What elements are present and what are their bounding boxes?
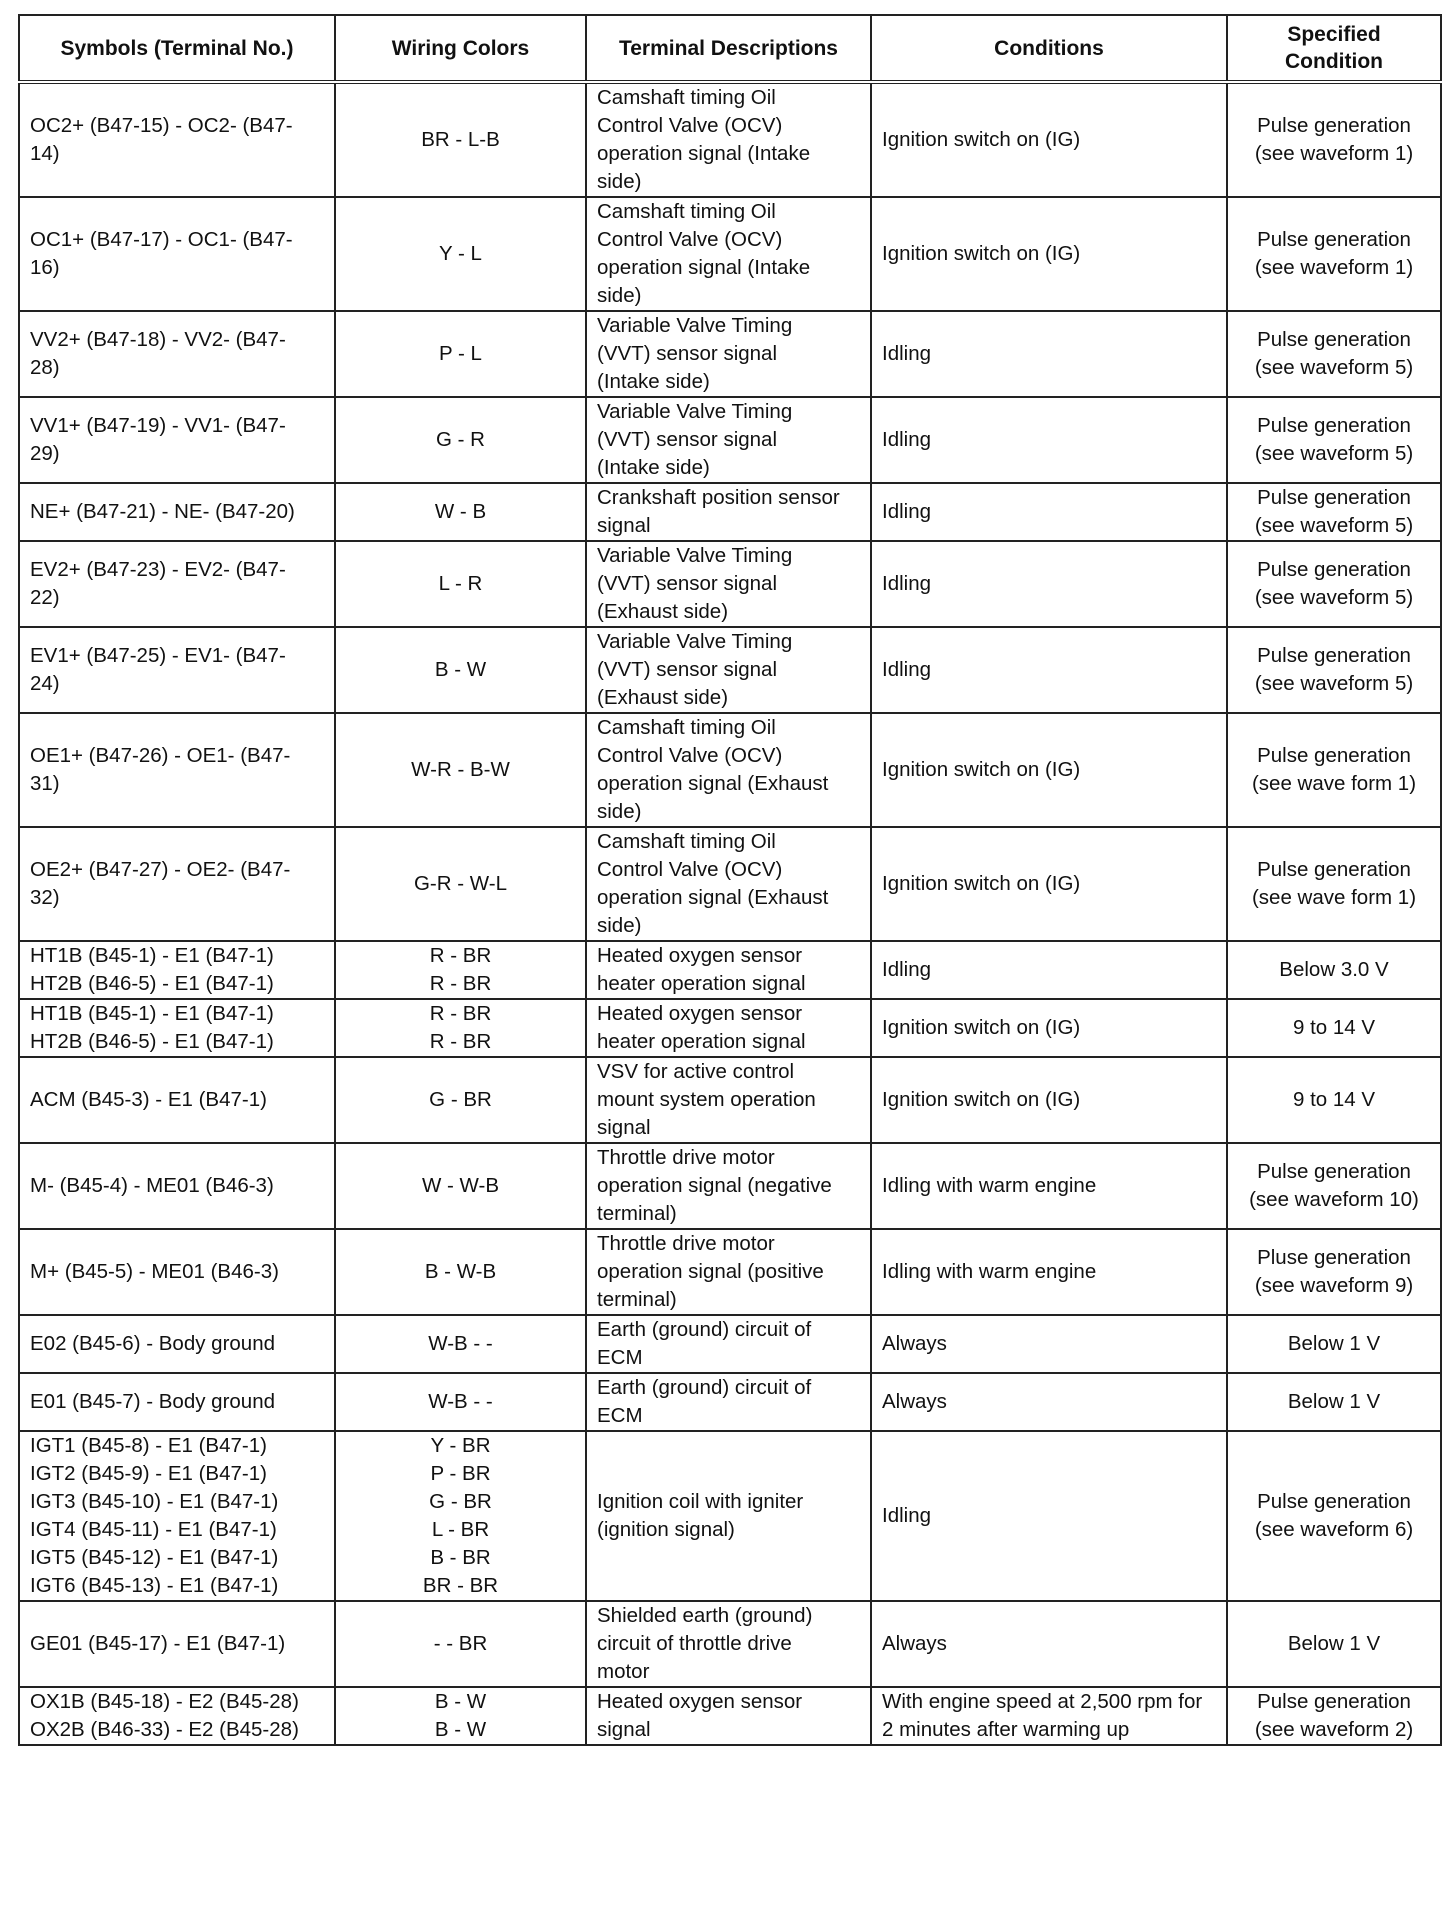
cell-specified-condition-line: Pulse generation bbox=[1257, 328, 1411, 351]
cell-condition bbox=[871, 541, 1227, 627]
cell-specified-condition-line: Pulse generation bbox=[1257, 114, 1411, 137]
cell-wiring-colors-line: W-B - - bbox=[428, 1390, 493, 1413]
cell-terminal-description-line: signal bbox=[597, 1718, 651, 1741]
cell-terminal-description bbox=[586, 82, 871, 197]
cell-specified-condition-line: Pulse generation bbox=[1257, 744, 1411, 767]
cell-symbols bbox=[19, 1373, 335, 1431]
cell-symbols-line: E02 (B45-6) - Body ground bbox=[30, 1332, 275, 1355]
cell-specified-condition-line: (see waveform 5) bbox=[1254, 672, 1414, 695]
cell-terminal-description-line: Variable Valve Timing bbox=[597, 630, 793, 653]
cell-terminal-description-line: Ignition coil with igniter bbox=[597, 1490, 804, 1513]
cell-wiring-colors bbox=[335, 197, 586, 311]
cell-terminal-description bbox=[586, 541, 871, 627]
cell-terminal-description bbox=[586, 1057, 871, 1143]
cell-wiring-colors-line: R - BR bbox=[429, 972, 492, 995]
cell-terminal-description-line: Earth (ground) circuit of bbox=[597, 1318, 812, 1341]
table-row bbox=[19, 197, 1441, 311]
cell-terminal-description-line: signal bbox=[597, 514, 651, 537]
cell-terminal-description-line: side) bbox=[597, 170, 642, 193]
cell-symbols-line: 29) bbox=[30, 442, 60, 465]
cell-terminal-description-line: Heated oxygen sensor bbox=[597, 1002, 803, 1025]
cell-specified-condition bbox=[1227, 1431, 1441, 1601]
table-row bbox=[19, 82, 1441, 197]
cell-specified-condition bbox=[1227, 1601, 1441, 1687]
cell-wiring-colors-line: B - W bbox=[434, 1718, 487, 1741]
cell-symbols-line: IGT2 (B45-9) - E1 (B47-1) bbox=[30, 1462, 267, 1485]
cell-symbols bbox=[19, 827, 335, 941]
cell-terminal-description bbox=[586, 1687, 871, 1745]
cell-terminal-description-line: (VVT) sensor signal bbox=[597, 658, 778, 681]
cell-specified-condition bbox=[1227, 82, 1441, 197]
cell-specified-condition-line: Pulse generation bbox=[1257, 644, 1411, 667]
cell-specified-condition bbox=[1227, 627, 1441, 713]
cell-wiring-colors-line: G - R bbox=[436, 428, 485, 451]
header-row bbox=[19, 15, 1441, 82]
cell-terminal-description-line: Heated oxygen sensor bbox=[597, 1690, 803, 1713]
cell-symbols-line: HT1B (B45-1) - E1 (B47-1) bbox=[30, 1002, 274, 1025]
cell-terminal-description bbox=[586, 197, 871, 311]
cell-symbols-line: 28) bbox=[30, 356, 60, 379]
cell-symbols-line: IGT6 (B45-13) - E1 (B47-1) bbox=[30, 1574, 279, 1597]
cell-wiring-colors bbox=[335, 483, 586, 541]
cell-symbols-line: IGT1 (B45-8) - E1 (B47-1) bbox=[30, 1434, 267, 1457]
cell-specified-condition bbox=[1227, 1057, 1441, 1143]
cell-terminal-description-line: operation signal (Intake bbox=[597, 142, 811, 165]
cell-terminal-description-line: Camshaft timing Oil bbox=[597, 200, 776, 223]
cell-wiring-colors-line: G - BR bbox=[429, 1490, 492, 1513]
cell-wiring-colors-line: W-R - B-W bbox=[411, 758, 510, 781]
cell-terminal-description-line: (Intake side) bbox=[597, 370, 710, 393]
cell-specified-condition-line: (see wave form 1) bbox=[1251, 772, 1417, 795]
cell-terminal-description-line: Shielded earth (ground) bbox=[597, 1604, 813, 1627]
cell-condition-text: Idling with warm engine bbox=[882, 1260, 1097, 1283]
cell-terminal-description-line: operation signal (Intake bbox=[597, 256, 811, 279]
cell-terminal-description-line: side) bbox=[597, 284, 642, 307]
cell-terminal-description-line: Control Valve (OCV) bbox=[597, 228, 783, 251]
cell-terminal-description-line: Control Valve (OCV) bbox=[597, 114, 783, 137]
cell-terminal-description-line: motor bbox=[597, 1660, 650, 1683]
cell-symbols-line: ACM (B45-3) - E1 (B47-1) bbox=[30, 1088, 267, 1111]
cell-terminal-description-line: mount system operation bbox=[597, 1088, 816, 1111]
cell-symbols-line: OC2+ (B47-15) - OC2- (B47- bbox=[30, 114, 293, 137]
cell-terminal-description-line: Control Valve (OCV) bbox=[597, 858, 783, 881]
cell-specified-condition bbox=[1227, 1373, 1441, 1431]
cell-wiring-colors bbox=[335, 1229, 586, 1315]
header-conditions: Conditions bbox=[871, 15, 1227, 82]
cell-symbols-line: 22) bbox=[30, 586, 60, 609]
cell-symbols-line: M- (B45-4) - ME01 (B46-3) bbox=[30, 1174, 274, 1197]
cell-terminal-description bbox=[586, 827, 871, 941]
cell-wiring-colors bbox=[335, 1373, 586, 1431]
cell-wiring-colors bbox=[335, 627, 586, 713]
cell-symbols bbox=[19, 941, 335, 999]
cell-specified-condition-line: Pulse generation bbox=[1257, 486, 1411, 509]
cell-symbols-line: EV1+ (B47-25) - EV1- (B47- bbox=[30, 644, 286, 667]
cell-terminal-description-line: ECM bbox=[597, 1404, 643, 1427]
table-row bbox=[19, 713, 1441, 827]
cell-symbols bbox=[19, 999, 335, 1057]
cell-wiring-colors bbox=[335, 1601, 586, 1687]
cell-symbols-line: IGT4 (B45-11) - E1 (B47-1) bbox=[30, 1518, 277, 1541]
cell-wiring-colors-line: - - BR bbox=[433, 1632, 488, 1655]
cell-wiring-colors-line: Y - L bbox=[439, 242, 482, 265]
table-row bbox=[19, 483, 1441, 541]
cell-specified-condition bbox=[1227, 941, 1441, 999]
cell-wiring-colors-line: B - BR bbox=[430, 1546, 491, 1569]
cell-terminal-description-line: heater operation signal bbox=[597, 1030, 806, 1053]
cell-condition-text: Ignition switch on (IG) bbox=[882, 758, 1081, 781]
cell-symbols-line: HT1B (B45-1) - E1 (B47-1) bbox=[30, 944, 274, 967]
cell-symbols bbox=[19, 1315, 335, 1373]
cell-condition bbox=[871, 827, 1227, 941]
cell-terminal-description bbox=[586, 1601, 871, 1687]
cell-specified-condition-line: (see waveform 5) bbox=[1254, 442, 1414, 465]
cell-symbols-line: M+ (B45-5) - ME01 (B46-3) bbox=[30, 1260, 279, 1283]
cell-wiring-colors-line: P - BR bbox=[430, 1462, 491, 1485]
cell-wiring-colors-line: B - W-B bbox=[424, 1260, 497, 1283]
table-header bbox=[19, 15, 1441, 82]
cell-wiring-colors bbox=[335, 541, 586, 627]
cell-terminal-description-line: Variable Valve Timing bbox=[597, 400, 793, 423]
cell-terminal-description-line: Heated oxygen sensor bbox=[597, 944, 803, 967]
cell-condition bbox=[871, 713, 1227, 827]
cell-specified-condition-line: Below 1 V bbox=[1287, 1632, 1381, 1655]
cell-terminal-description-line: Control Valve (OCV) bbox=[597, 744, 783, 767]
cell-specified-condition-line: (see waveform 10) bbox=[1249, 1188, 1419, 1211]
cell-terminal-description bbox=[586, 1315, 871, 1373]
cell-terminal-description-line: Throttle drive motor bbox=[597, 1146, 775, 1169]
cell-specified-condition-line: Pulse generation bbox=[1257, 1490, 1411, 1513]
cell-symbols-line: OE1+ (B47-26) - OE1- (B47- bbox=[30, 744, 291, 767]
cell-wiring-colors bbox=[335, 1315, 586, 1373]
cell-symbols-line: HT2B (B46-5) - E1 (B47-1) bbox=[30, 972, 274, 995]
table-row bbox=[19, 941, 1441, 999]
cell-specified-condition-line: (see waveform 6) bbox=[1254, 1518, 1414, 1541]
header-specified-line1: Specified bbox=[1287, 23, 1381, 46]
cell-symbols-line: E01 (B45-7) - Body ground bbox=[30, 1390, 275, 1413]
cell-terminal-description-line: (ignition signal) bbox=[597, 1518, 735, 1541]
cell-specified-condition-line: (see waveform 5) bbox=[1254, 514, 1414, 537]
cell-condition-text: Idling bbox=[882, 500, 932, 523]
cell-terminal-description bbox=[586, 627, 871, 713]
cell-symbols bbox=[19, 627, 335, 713]
cell-specified-condition-line: Pulse generation bbox=[1257, 1690, 1411, 1713]
cell-symbols-line: EV2+ (B47-23) - EV2- (B47- bbox=[30, 558, 286, 581]
cell-terminal-description bbox=[586, 1229, 871, 1315]
cell-symbols-line: 14) bbox=[30, 142, 60, 165]
table-row bbox=[19, 1057, 1441, 1143]
cell-terminal-description bbox=[586, 397, 871, 483]
cell-symbols-line: 24) bbox=[30, 672, 60, 695]
cell-terminal-description-line: operation signal (positive bbox=[597, 1260, 824, 1283]
table-row bbox=[19, 1687, 1441, 1745]
cell-symbols bbox=[19, 541, 335, 627]
cell-specified-condition-line: Pulse generation bbox=[1257, 228, 1411, 251]
cell-condition-text: Ignition switch on (IG) bbox=[882, 872, 1081, 895]
cell-condition bbox=[871, 1229, 1227, 1315]
cell-symbols bbox=[19, 1687, 335, 1745]
cell-wiring-colors-line: Y - BR bbox=[430, 1434, 491, 1457]
table-row bbox=[19, 1373, 1441, 1431]
cell-condition bbox=[871, 999, 1227, 1057]
cell-condition-text: Ignition switch on (IG) bbox=[882, 128, 1081, 151]
cell-symbols-line: 16) bbox=[30, 256, 60, 279]
header-specified-condition bbox=[1227, 15, 1441, 82]
cell-wiring-colors-line: B - W bbox=[434, 658, 487, 681]
cell-terminal-description-line: Camshaft timing Oil bbox=[597, 716, 776, 739]
cell-condition bbox=[871, 1315, 1227, 1373]
cell-terminal-description bbox=[586, 1143, 871, 1229]
cell-wiring-colors bbox=[335, 713, 586, 827]
cell-specified-condition-line: Pulse generation bbox=[1257, 414, 1411, 437]
cell-terminal-description bbox=[586, 713, 871, 827]
cell-specified-condition-line: Pulse generation bbox=[1257, 858, 1411, 881]
cell-specified-condition-line: Pluse generation bbox=[1257, 1246, 1411, 1269]
table-row bbox=[19, 827, 1441, 941]
cell-specified-condition-line: 9 to 14 V bbox=[1292, 1088, 1376, 1111]
cell-wiring-colors-line: BR - BR bbox=[422, 1574, 499, 1597]
cell-specified-condition bbox=[1227, 397, 1441, 483]
cell-specified-condition-line: (see waveform 1) bbox=[1254, 256, 1414, 279]
table-row bbox=[19, 1431, 1441, 1601]
cell-specified-condition-line: (see waveform 9) bbox=[1254, 1274, 1414, 1297]
cell-wiring-colors-line: R - BR bbox=[429, 944, 492, 967]
cell-wiring-colors bbox=[335, 1687, 586, 1745]
cell-terminal-description bbox=[586, 999, 871, 1057]
cell-condition-text: Ignition switch on (IG) bbox=[882, 1088, 1081, 1111]
cell-condition-text: Idling bbox=[882, 1504, 932, 1527]
cell-specified-condition bbox=[1227, 999, 1441, 1057]
cell-condition-text: Idling bbox=[882, 958, 932, 981]
header-specified-line2: Condition bbox=[1285, 50, 1383, 73]
cell-terminal-description-line: terminal) bbox=[597, 1202, 677, 1225]
cell-condition bbox=[871, 197, 1227, 311]
cell-condition-text: Ignition switch on (IG) bbox=[882, 1016, 1081, 1039]
cell-terminal-description bbox=[586, 1373, 871, 1431]
table-row bbox=[19, 1315, 1441, 1373]
cell-wiring-colors-line: W-B - - bbox=[428, 1332, 493, 1355]
cell-wiring-colors bbox=[335, 941, 586, 999]
cell-wiring-colors bbox=[335, 1057, 586, 1143]
cell-specified-condition bbox=[1227, 197, 1441, 311]
cell-specified-condition-line: (see wave form 1) bbox=[1251, 886, 1417, 909]
cell-terminal-description-line: Throttle drive motor bbox=[597, 1232, 775, 1255]
cell-condition bbox=[871, 1057, 1227, 1143]
cell-symbols bbox=[19, 197, 335, 311]
cell-symbols-line: IGT3 (B45-10) - E1 (B47-1) bbox=[30, 1490, 279, 1513]
cell-terminal-description-line: (VVT) sensor signal bbox=[597, 342, 778, 365]
table-row bbox=[19, 397, 1441, 483]
cell-terminal-description-line: side) bbox=[597, 800, 642, 823]
cell-specified-condition bbox=[1227, 1687, 1441, 1745]
cell-condition-text: Always bbox=[882, 1332, 947, 1355]
cell-condition-text: Always bbox=[882, 1390, 947, 1413]
cell-condition bbox=[871, 82, 1227, 197]
cell-symbols-line: HT2B (B46-5) - E1 (B47-1) bbox=[30, 1030, 274, 1053]
cell-symbols bbox=[19, 311, 335, 397]
cell-terminal-description-line: side) bbox=[597, 914, 642, 937]
table-row bbox=[19, 541, 1441, 627]
header-symbols: Symbols (Terminal No.) bbox=[19, 15, 335, 82]
cell-wiring-colors-line: W - W-B bbox=[421, 1174, 500, 1197]
cell-condition bbox=[871, 397, 1227, 483]
header-wiring-colors: Wiring Colors bbox=[335, 15, 586, 82]
cell-terminal-description-line: operation signal (negative bbox=[597, 1174, 832, 1197]
cell-terminal-description-line: Variable Valve Timing bbox=[597, 314, 793, 337]
cell-specified-condition-line: (see waveform 2) bbox=[1254, 1718, 1414, 1741]
cell-wiring-colors-line: G-R - W-L bbox=[413, 872, 507, 895]
cell-condition-text: Idling with warm engine bbox=[882, 1174, 1097, 1197]
cell-terminal-description-line: heater operation signal bbox=[597, 972, 806, 995]
table-row bbox=[19, 627, 1441, 713]
cell-wiring-colors-line: W - B bbox=[434, 500, 487, 523]
cell-terminal-description-line: ECM bbox=[597, 1346, 643, 1369]
cell-condition bbox=[871, 627, 1227, 713]
cell-wiring-colors bbox=[335, 397, 586, 483]
cell-condition bbox=[871, 1687, 1227, 1745]
terminal-spec-table bbox=[18, 14, 1442, 1746]
cell-wiring-colors-line: L - R bbox=[438, 572, 483, 595]
cell-terminal-description-line: Camshaft timing Oil bbox=[597, 86, 776, 109]
table-row bbox=[19, 311, 1441, 397]
cell-specified-condition-line: Pulse generation bbox=[1257, 1160, 1411, 1183]
table-row bbox=[19, 1143, 1441, 1229]
cell-terminal-description-line: (VVT) sensor signal bbox=[597, 428, 778, 451]
cell-symbols-line: IGT5 (B45-12) - E1 (B47-1) bbox=[30, 1546, 279, 1569]
cell-wiring-colors-line: BR - L-B bbox=[421, 128, 500, 151]
cell-terminal-description-line: (Exhaust side) bbox=[597, 686, 729, 709]
cell-specified-condition-line: Pulse generation bbox=[1257, 558, 1411, 581]
cell-terminal-description-line: VSV for active control bbox=[597, 1060, 795, 1083]
cell-symbols bbox=[19, 1601, 335, 1687]
cell-specified-condition-line: Below 3.0 V bbox=[1279, 958, 1389, 981]
cell-symbols bbox=[19, 82, 335, 197]
cell-terminal-description-line: Camshaft timing Oil bbox=[597, 830, 776, 853]
cell-symbols bbox=[19, 483, 335, 541]
cell-condition bbox=[871, 941, 1227, 999]
cell-specified-condition-line: Below 1 V bbox=[1287, 1390, 1381, 1413]
cell-specified-condition bbox=[1227, 827, 1441, 941]
cell-specified-condition-line: Below 1 V bbox=[1287, 1332, 1381, 1355]
cell-wiring-colors-line: R - BR bbox=[429, 1030, 492, 1053]
cell-terminal-description-line: Crankshaft position sensor bbox=[597, 486, 840, 509]
cell-specified-condition bbox=[1227, 713, 1441, 827]
cell-symbols-line: 32) bbox=[30, 886, 60, 909]
cell-terminal-description-line: Variable Valve Timing bbox=[597, 544, 793, 567]
cell-specified-condition-line: 9 to 14 V bbox=[1292, 1016, 1376, 1039]
cell-condition bbox=[871, 1601, 1227, 1687]
cell-terminal-description bbox=[586, 311, 871, 397]
cell-terminal-description-line: terminal) bbox=[597, 1288, 677, 1311]
table-row bbox=[19, 1601, 1441, 1687]
cell-symbols-line: VV2+ (B47-18) - VV2- (B47- bbox=[30, 328, 286, 351]
cell-wiring-colors bbox=[335, 82, 586, 197]
cell-wiring-colors-line: P - L bbox=[439, 342, 482, 365]
cell-symbols bbox=[19, 397, 335, 483]
cell-terminal-description bbox=[586, 941, 871, 999]
table-row bbox=[19, 999, 1441, 1057]
cell-symbols bbox=[19, 1057, 335, 1143]
cell-specified-condition bbox=[1227, 1229, 1441, 1315]
cell-terminal-description-line: Earth (ground) circuit of bbox=[597, 1376, 812, 1399]
cell-symbols-line: NE+ (B47-21) - NE- (B47-20) bbox=[30, 500, 295, 523]
cell-condition bbox=[871, 483, 1227, 541]
cell-condition bbox=[871, 1143, 1227, 1229]
cell-wiring-colors bbox=[335, 827, 586, 941]
cell-symbols-line: OE2+ (B47-27) - OE2- (B47- bbox=[30, 858, 291, 881]
cell-condition-text: Idling bbox=[882, 658, 932, 681]
cell-terminal-description bbox=[586, 1431, 871, 1601]
cell-condition-text: Ignition switch on (IG) bbox=[882, 242, 1081, 265]
cell-condition-text: Idling bbox=[882, 428, 932, 451]
cell-terminal-description-line: circuit of throttle drive bbox=[597, 1632, 792, 1655]
cell-terminal-description-line: (Exhaust side) bbox=[597, 600, 729, 623]
cell-symbols bbox=[19, 1143, 335, 1229]
cell-condition-text: Idling bbox=[882, 342, 932, 365]
cell-condition bbox=[871, 1431, 1227, 1601]
cell-symbols-line: OX2B (B46-33) - E2 (B45-28) bbox=[30, 1718, 299, 1741]
cell-specified-condition bbox=[1227, 311, 1441, 397]
cell-specified-condition-line: (see waveform 5) bbox=[1254, 356, 1414, 379]
cell-symbols-line: VV1+ (B47-19) - VV1- (B47- bbox=[30, 414, 286, 437]
cell-condition bbox=[871, 1373, 1227, 1431]
cell-symbols bbox=[19, 713, 335, 827]
cell-terminal-description-line: (VVT) sensor signal bbox=[597, 572, 778, 595]
cell-wiring-colors bbox=[335, 1431, 586, 1601]
cell-wiring-colors bbox=[335, 1143, 586, 1229]
cell-terminal-description-line: operation signal (Exhaust bbox=[597, 886, 829, 909]
cell-condition-text: Idling bbox=[882, 572, 932, 595]
cell-condition-text: With engine speed at 2,500 rpm for 2 minutes after warming up bbox=[882, 1690, 1203, 1741]
cell-wiring-colors bbox=[335, 999, 586, 1057]
cell-symbols-line: OC1+ (B47-17) - OC1- (B47- bbox=[30, 228, 293, 251]
header-terminal-descriptions: Terminal Descriptions bbox=[586, 15, 871, 82]
cell-symbols-line: OX1B (B45-18) - E2 (B45-28) bbox=[30, 1690, 299, 1713]
table-body bbox=[19, 82, 1441, 1745]
cell-condition bbox=[871, 311, 1227, 397]
cell-wiring-colors-line: B - W bbox=[434, 1690, 487, 1713]
cell-symbols-line: 31) bbox=[30, 772, 60, 795]
cell-symbols-line: GE01 (B45-17) - E1 (B47-1) bbox=[30, 1632, 286, 1655]
cell-terminal-description-line: (Intake side) bbox=[597, 456, 710, 479]
cell-terminal-description-line: operation signal (Exhaust bbox=[597, 772, 829, 795]
cell-specified-condition bbox=[1227, 541, 1441, 627]
cell-specified-condition bbox=[1227, 1143, 1441, 1229]
cell-condition-text: Always bbox=[882, 1632, 947, 1655]
cell-specified-condition-line: (see waveform 1) bbox=[1254, 142, 1414, 165]
cell-wiring-colors bbox=[335, 311, 586, 397]
cell-symbols bbox=[19, 1229, 335, 1315]
cell-wiring-colors-line: L - BR bbox=[431, 1518, 490, 1541]
cell-specified-condition bbox=[1227, 483, 1441, 541]
cell-specified-condition-line: (see waveform 5) bbox=[1254, 586, 1414, 609]
cell-terminal-description bbox=[586, 483, 871, 541]
cell-symbols bbox=[19, 1431, 335, 1601]
cell-wiring-colors-line: G - BR bbox=[429, 1088, 492, 1111]
cell-specified-condition bbox=[1227, 1315, 1441, 1373]
cell-wiring-colors-line: R - BR bbox=[429, 1002, 492, 1025]
cell-terminal-description-line: signal bbox=[597, 1116, 651, 1139]
table-row bbox=[19, 1229, 1441, 1315]
